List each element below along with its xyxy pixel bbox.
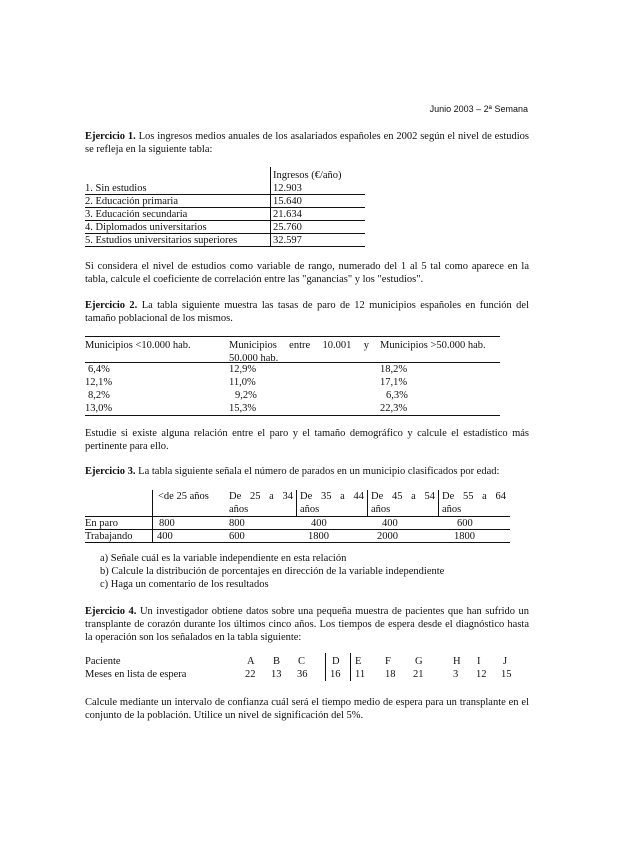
ej1-table-hline [85, 246, 365, 247]
ej4-month: 21 [413, 669, 424, 680]
ej3-cell: 1800 [454, 531, 475, 542]
ej3-table-vline [296, 490, 297, 516]
ej1-table-hline [85, 220, 365, 221]
ej4-patient: F [385, 656, 391, 667]
ej1-table-hline [85, 207, 365, 208]
ej1-title: Ejercicio 1. [85, 131, 136, 142]
ej4-month: 18 [385, 669, 396, 680]
ej4-patient: H [453, 656, 461, 667]
ej3-cell: 800 [229, 518, 245, 529]
ej3-header: <de 25 años [158, 491, 209, 502]
ej3-header: De 55 a 64 años [442, 491, 506, 515]
ej3-cell: 400 [311, 518, 327, 529]
list-item: a) Señale cuál es la variable independiente en esta relación [100, 553, 347, 564]
ej3-cell: 600 [457, 518, 473, 529]
ej1-row-label: 5. Estudios universitarios superiores [85, 235, 238, 246]
ej3-intro-text: La tabla siguiente señala el número de parados en un municipio clasificados por edad: [138, 466, 500, 477]
ej2-cell: 17,1% [380, 377, 408, 388]
ej3-table-vline [438, 490, 439, 516]
ej3-cell: 400 [382, 518, 398, 529]
ej2-title: Ejercicio 2. [85, 300, 138, 311]
ej4-question: Calcule mediante un intervalo de confianza cuál será el tiempo medio de espera para un transplante en el conjunto de la población. Utilice un nivel de significación del 5%. [85, 697, 529, 721]
ej4-patient: I [477, 656, 481, 667]
ej2-cell: 18,2% [380, 364, 408, 375]
ej4-month: 3 [453, 669, 459, 680]
table-row [85, 389, 529, 402]
ej2-cell: 11,0% [229, 377, 256, 388]
ej1-row-label: 1. Sin estudios [85, 183, 147, 194]
ej1-row-value: 15.640 [273, 196, 302, 207]
ej4-patient: C [298, 656, 306, 667]
ej1-header-row [85, 167, 529, 180]
ej1-question: Si considera el nivel de estudios como variable de rango, numerado del 1 al 5 tal como aparece en la tabla, calcule el coeficiente de correlación entre las "ganancias" y los "estudios". [85, 261, 529, 285]
ej3-header: De 35 a 44 años [300, 491, 364, 515]
ej4-patient: B [273, 656, 281, 667]
ej2-question: Estudie si existe alguna relación entre el paro y el tamaño demográfico y calcule el estadístico más pertinente para ello. [85, 428, 529, 452]
ej3-items [100, 552, 520, 591]
ej3-title: Ejercicio 3. [85, 466, 136, 477]
ej1-col-header: Ingresos (€/año) [273, 170, 342, 181]
ej3-cell: 600 [229, 531, 245, 542]
ej4-row2-label: Meses en lista de espera [85, 669, 187, 680]
ej4-month: 13 [271, 669, 282, 680]
ej3-cell: 400 [157, 531, 173, 542]
ej4-month: 36 [297, 669, 308, 680]
ej3-table-vline [367, 490, 368, 516]
ej4-month: 12 [476, 669, 487, 680]
ej2-cell: 8,2% [88, 390, 110, 401]
ej2-cell: 12,1% [85, 377, 113, 388]
ej4-month: 11 [355, 669, 366, 680]
ej2-cell: 13,0% [85, 403, 113, 414]
ej3-cell: 1800 [308, 531, 329, 542]
ej4-table-vline [350, 653, 351, 681]
list-item: b) Calcule la distribución de porcentajes en dirección de la variable independiente [100, 566, 445, 577]
ej1-table-hline [85, 194, 365, 195]
ej2-intro [85, 299, 529, 325]
ej1-row-value: 25.760 [273, 222, 302, 233]
ej3-table-hline [85, 542, 510, 543]
ej3-row-label: Trabajando [85, 531, 133, 542]
ej4-intro [85, 605, 529, 644]
ej2-cell: 22,3% [380, 403, 408, 414]
ej4-patient: G [415, 656, 423, 667]
ej2-header-3: Municipios >50.000 hab. [380, 340, 486, 351]
ej4-patient: E [355, 656, 362, 667]
ej2-header-2: Municipios entre 10.001 y 50.000 hab. [229, 340, 369, 364]
ej3-cell: 800 [159, 518, 175, 529]
ej1-intro [85, 130, 529, 156]
ej4-patient: D [332, 656, 340, 667]
ej3-row-label: En paro [85, 518, 118, 529]
ej4-patient: J [503, 656, 508, 667]
ej1-row-value: 21.634 [273, 209, 302, 220]
ej1-intro-text: Los ingresos medios anuales de los asalariados españoles en 2002 según el nivel de estudios se refleja en la siguiente tabla: [85, 131, 530, 155]
ej4-row1-label: Paciente [85, 656, 121, 667]
ej1-row-label: 4. Diplomados universitarios [85, 222, 207, 233]
table-row [85, 668, 529, 681]
page-header: Junio 2003 – 2ª Semana [429, 104, 528, 114]
ej1-row-value: 12.903 [273, 183, 302, 194]
ej4-table-vline [325, 653, 326, 681]
table-row [85, 363, 529, 376]
ej3-header: De 25 a 34 años [229, 491, 293, 515]
ej4-month: 22 [245, 669, 256, 680]
ej4-title: Ejercicio 4. [85, 606, 137, 617]
ej1-row-value: 32.597 [273, 235, 302, 246]
ej2-cell: 6,4% [88, 364, 110, 375]
ej3-intro [85, 465, 529, 478]
ej1-table-hline [85, 233, 365, 234]
list-item: c) Haga un comentario de los resultados [100, 579, 269, 590]
ej2-cell: 6,3% [386, 390, 408, 401]
ej2-cell: 12,9% [229, 364, 257, 375]
ej2-table-hline [85, 336, 500, 337]
ej3-header: De 45 a 54 años [371, 491, 435, 515]
table-row [85, 655, 529, 668]
ej4-intro-text: Un investigador obtiene datos sobre una pequeña muestra de pacientes que han sufrido un transplante de corazón durante los últimos cinco años. Los tiempos de espera desde el diagnóstico hasta la operación son los señalados en la tabla siguiente: [85, 606, 529, 643]
ej2-cell: 15,3% [229, 403, 257, 414]
ej2-table-hline [85, 415, 500, 416]
ej4-month: 16 [330, 669, 341, 680]
ej1-row-label: 2. Educación primaria [85, 196, 179, 207]
ej2-intro-text: La tabla siguiente muestra las tasas de paro de 12 municipios españoles en función del tamaño poblacional de los mismos. [85, 300, 529, 324]
table-row [85, 402, 529, 415]
table-row [85, 376, 529, 389]
ej4-month: 15 [501, 669, 512, 680]
ej3-cell: 2000 [377, 531, 398, 542]
ej2-cell: 9,2% [235, 390, 257, 401]
ej4-patient: A [247, 656, 255, 667]
ej2-header-1: Municipios <10.000 hab. [85, 340, 191, 351]
ej1-row-label: 3. Educación secundaria [85, 209, 188, 220]
